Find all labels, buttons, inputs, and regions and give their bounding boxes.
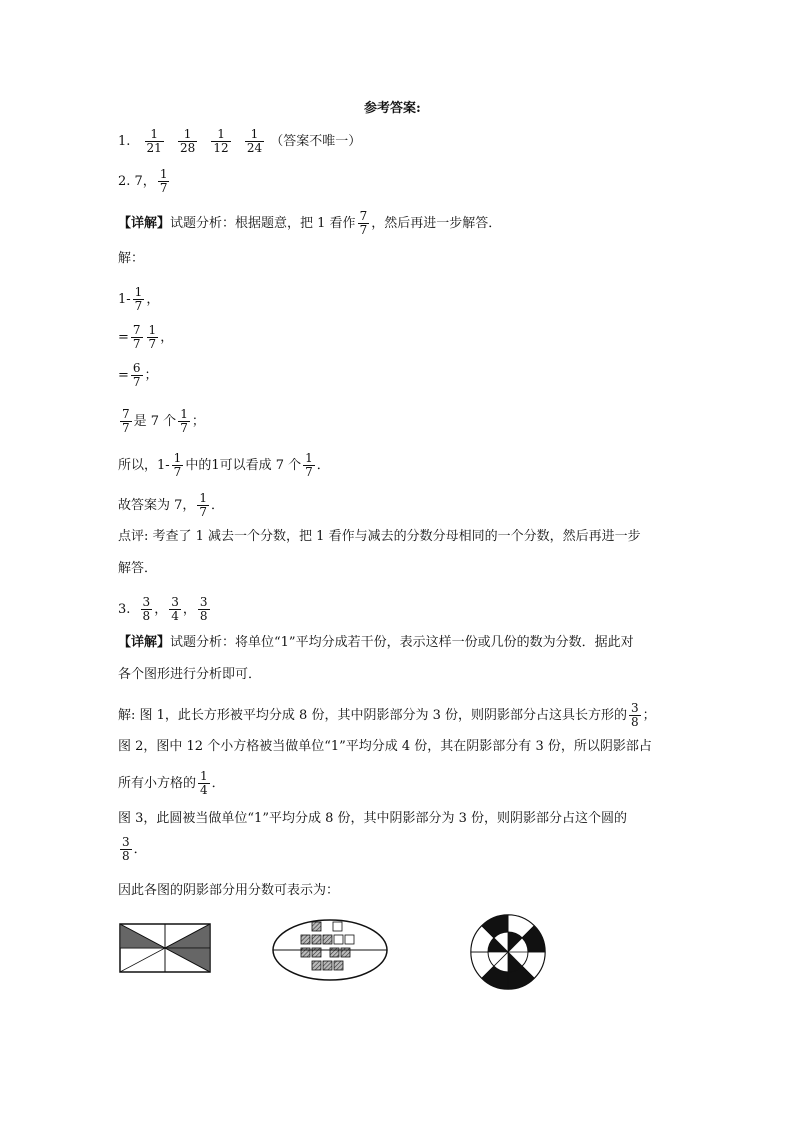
fraction: $\frac{3}{8}$ [142, 595, 151, 623]
figure-circle [468, 912, 548, 992]
q2-jie: 解： [118, 251, 145, 266]
fraction: $\frac{3}{8}$ [122, 835, 130, 863]
q2-comment-line1: 点评: 考查了 1 减去一个分数，把 1 看作与减去的分数分母相同的一个分数，然后再进一步 [118, 529, 641, 544]
fraction: $\frac{1}{7}$ [173, 451, 182, 479]
fraction: $\frac{1}{4}$ [200, 769, 208, 797]
q2-detail: 【详解】试题分析：根据题意，把 1 看作 $\frac{7}{7}$ ，然后再进一步解答． [118, 209, 502, 237]
fraction: $\frac{7}{7}$ [122, 407, 130, 435]
q3-para1: 解: 图 1，此长方形被平均分成 8 份，其中阴影部分为 3 份，则阴影部分占这具长方形的 $\frac{3}{8}$ ； [118, 701, 656, 729]
q2-answer: 故答案为 7， $\frac{1}{7}$ ． [118, 491, 225, 519]
figure-rectangle [118, 922, 212, 974]
q1-note: （答案不唯一） [270, 134, 362, 149]
fraction: $\frac{1}{24}$ [246, 127, 263, 155]
fraction: $\frac{1}{7}$ [199, 491, 208, 519]
q3-final: 因此各图的阴影部分用分数可表示为： [118, 883, 340, 898]
fraction: $\frac{1}{7}$ [305, 451, 313, 479]
q3-number: 3. [118, 602, 131, 617]
fraction: $\frac{6}{7}$ [132, 361, 141, 389]
page-title: 参考答案: [364, 101, 421, 116]
q1-line [118, 128, 361, 155]
q3-detail-line1: 【详解】试题分析：将单位“1”平均分成若干份，表示这样一份或几份的数为分数．据此对 [118, 635, 634, 650]
q2-step4: $\frac{7}{7}$ 是 7 个 $\frac{1}{7}$ ； [122, 407, 205, 435]
figure-ellipse-squares [270, 917, 390, 983]
fraction: $\frac{7}{7}$ [132, 323, 141, 351]
fraction: $\frac{1}{28}$ [179, 127, 196, 155]
q1-number: 1. [118, 134, 131, 149]
fraction: $\frac{3}{8}$ [199, 595, 208, 623]
fraction: $\frac{1}{7}$ [159, 167, 168, 195]
q2-comment-line2: 解答． [118, 561, 158, 576]
q2-step3: = $\frac{6}{7}$ ； [118, 361, 158, 389]
fraction: $\frac{1}{7}$ [180, 407, 188, 435]
q2-step2: = $\frac{7}{7}$ $\frac{1}{7}$ ， [118, 323, 174, 351]
q3-line: 3. $\frac{3}{8}$ ， $\frac{3}{4}$ ， $\frac{3}{8}$ [118, 595, 208, 623]
fraction: $\frac{1}{7}$ [148, 323, 157, 351]
fraction: $\frac{1}{21}$ [146, 127, 162, 155]
fraction: $\frac{1}{7}$ [134, 285, 143, 313]
q2-step1: 1- $\frac{1}{7}$ ， [118, 285, 160, 313]
fraction: $\frac{1}{12}$ [213, 127, 229, 155]
fraction: $\frac{7}{7}$ [359, 209, 368, 237]
q3-detail-line2: 各个图形进行分析即可． [118, 667, 262, 682]
q3-para2-line1: 图 2，图中 12 个小方格被当做单位“1”平均分成 4 份，其在阴影部分有 3 份，所以阴影部占 [118, 739, 652, 754]
q2-number: 2. 7， [118, 174, 156, 189]
q3-para3-line2: $\frac{3}{8}$ ． [122, 835, 147, 863]
q2-step5: 所以，1- $\frac{1}{7}$ 中的1可以看成 7 个 $\frac{1}{7}$ ． [118, 451, 330, 479]
fraction: $\frac{3}{8}$ [631, 701, 639, 729]
q2-line [118, 168, 171, 195]
fraction: $\frac{3}{4}$ [171, 595, 179, 623]
q3-para3-line1: 图 3，此圆被当做单位“1”平均分成 8 份，其中阴影部分为 3 份，则阴影部分占这个圆的 [118, 811, 628, 826]
q3-para2-line2: 所有小方格的 $\frac{1}{4}$ ． [118, 769, 225, 797]
